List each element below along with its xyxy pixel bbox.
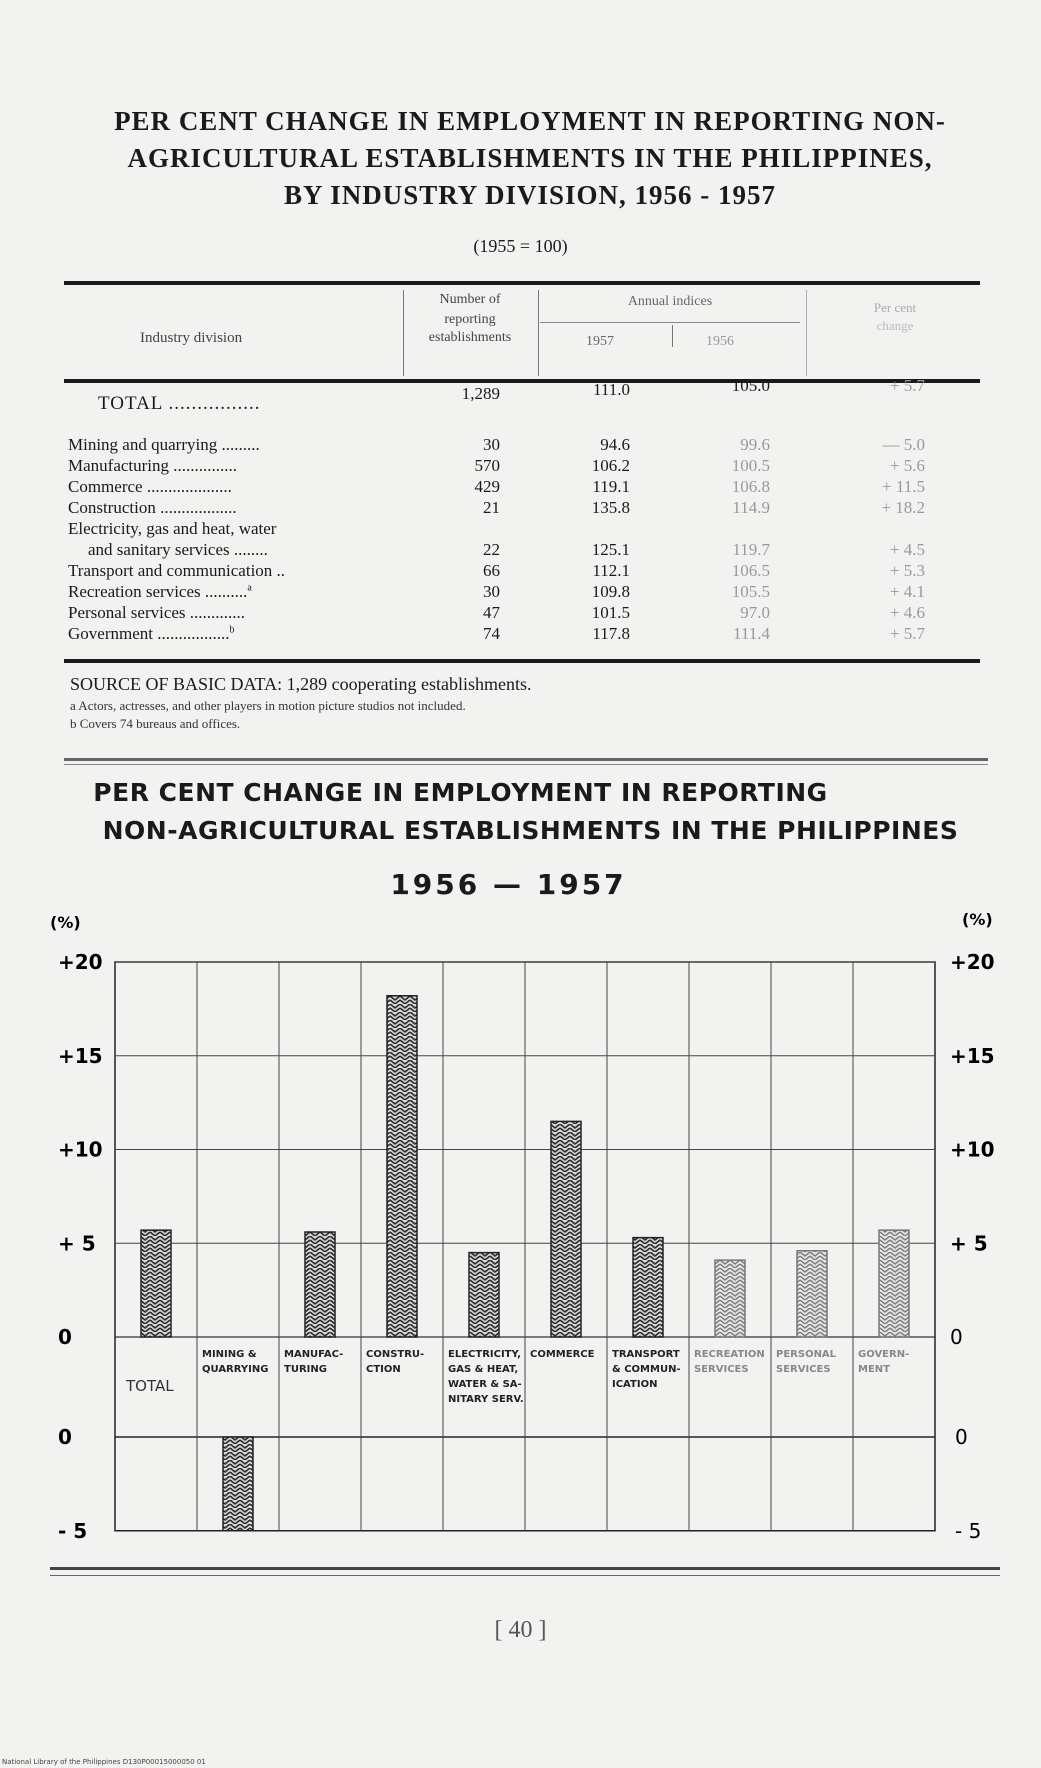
table-row-1956: 106.5 bbox=[731, 561, 770, 580]
bar bbox=[797, 1251, 827, 1337]
table-title-line-2: AGRICULTURAL ESTABLISHMENTS IN THE PHILIPPINES, bbox=[127, 143, 933, 173]
y-tick-label-left: 0 bbox=[58, 1325, 72, 1349]
bar bbox=[387, 996, 417, 1337]
chart-title-line-1: PER CENT CHANGE IN EMPLOYMENT IN REPORTING bbox=[93, 778, 828, 807]
y-axis-label-right: (%) bbox=[962, 910, 993, 929]
table-row-number: 21 bbox=[483, 498, 500, 517]
category-label: MINING & bbox=[202, 1349, 257, 1360]
table-row-1957: 101.5 bbox=[591, 603, 630, 622]
table-row-1956: 105.5 bbox=[731, 582, 770, 601]
header-divider-1 bbox=[403, 290, 404, 376]
table-row-pct: + 4.6 bbox=[889, 603, 925, 622]
table-row-number: 429 bbox=[474, 477, 500, 496]
table-row-1956: 114.9 bbox=[732, 498, 770, 517]
bar bbox=[223, 1437, 253, 1531]
category-label: SERVICES bbox=[694, 1364, 749, 1375]
page-number: [ 40 ] bbox=[494, 1617, 547, 1643]
y-tick-label-right: +15 bbox=[950, 1043, 995, 1068]
table-row-label: Electricity, gas and heat, water bbox=[68, 519, 277, 538]
table-row-1957: 94.6 bbox=[600, 435, 630, 454]
table-row-number: 30 bbox=[483, 582, 500, 601]
section-divider-2 bbox=[64, 764, 988, 765]
table-row-label: Recreation services ..........$^a$ bbox=[68, 582, 252, 601]
table-row-1957: 117.8 bbox=[592, 624, 630, 643]
bar bbox=[469, 1253, 499, 1337]
table-row-1957: 112.1 bbox=[592, 561, 630, 580]
category-label: NITARY SERV. bbox=[448, 1394, 524, 1405]
archive-credit: National Library of the Philippines D130P00015000050 01 bbox=[2, 1758, 206, 1766]
table-row-number: 22 bbox=[483, 540, 500, 559]
header-number-2: reporting bbox=[444, 312, 496, 327]
y-tick-label-left: +10 bbox=[58, 1137, 103, 1162]
table-row-pct: + 5.6 bbox=[889, 456, 925, 475]
y-axis-label-left: (%) bbox=[50, 913, 81, 932]
bar bbox=[879, 1230, 909, 1337]
y-tick-label-right: +10 bbox=[950, 1137, 995, 1162]
y-tick-label-left: +20 bbox=[58, 950, 103, 974]
table-row-pct: + 4.1 bbox=[889, 582, 925, 601]
category-label: GAS & HEAT, bbox=[448, 1364, 519, 1375]
table-row-number: 570 bbox=[474, 456, 500, 475]
header-pct-2: change bbox=[876, 318, 914, 333]
y-tick-label-left: 0 bbox=[58, 1425, 72, 1449]
header-divider-3 bbox=[672, 325, 673, 347]
total-number: 1,289 bbox=[461, 384, 500, 403]
section-divider-1 bbox=[64, 758, 988, 761]
category-label: COMMERCE bbox=[530, 1349, 595, 1360]
header-1957: 1957 bbox=[586, 334, 614, 349]
table-row-label: Commerce .................... bbox=[68, 477, 232, 496]
category-label: PERSONAL bbox=[776, 1349, 837, 1360]
table-top-rule bbox=[64, 281, 980, 285]
header-annual: Annual indices bbox=[627, 294, 713, 309]
total-pct: + 5.7 bbox=[889, 376, 925, 395]
table-row-label: Construction .................. bbox=[68, 498, 237, 517]
footnote-a: a Actors, actresses, and other players in motion picture studios not included. bbox=[70, 698, 466, 713]
base-note: (1955 = 100) bbox=[473, 236, 568, 256]
table-row-1956: 106.8 bbox=[731, 477, 770, 496]
category-label: GOVERN- bbox=[858, 1349, 910, 1360]
table-row-pct: + 4.5 bbox=[889, 540, 925, 559]
category-label: ELECTRICITY, bbox=[448, 1349, 521, 1360]
table-row-number: 74 bbox=[483, 624, 500, 643]
category-label: CONSTRU- bbox=[366, 1349, 425, 1360]
chart-title-line-3: 1956 — 1957 bbox=[390, 868, 627, 901]
total-1957: 111.0 bbox=[593, 380, 630, 399]
table-bottom-rule bbox=[64, 659, 980, 663]
table-row-1957: 119.1 bbox=[592, 477, 630, 496]
y-tick-label-right: 0 bbox=[955, 1425, 968, 1449]
table-row-label: Transport and communication .. bbox=[68, 561, 286, 580]
source-note: SOURCE OF BASIC DATA: 1,289 cooperating establishments. bbox=[70, 674, 532, 694]
footnote-marker: a bbox=[247, 582, 252, 594]
bar bbox=[715, 1260, 745, 1337]
table-row-label: Personal services ............. bbox=[68, 603, 246, 622]
chart-title-line-2: NON-AGRICULTURAL ESTABLISHMENTS IN THE PHILIPPINES bbox=[102, 816, 959, 845]
table-row-pct: + 11.5 bbox=[882, 477, 925, 496]
table-row-label: and sanitary services ........ bbox=[88, 540, 268, 559]
table-row-pct: + 5.3 bbox=[889, 561, 925, 580]
total-label: TOTAL ................ bbox=[98, 393, 261, 414]
header-pct-1: Per cent bbox=[873, 300, 917, 315]
table-row-number: 47 bbox=[483, 603, 500, 622]
table-row-1956: 97.0 bbox=[740, 603, 770, 622]
y-tick-label-right: + 5 bbox=[950, 1231, 988, 1256]
table-row-pct: + 5.7 bbox=[889, 624, 925, 643]
table-row-1956: 119.7 bbox=[732, 540, 770, 559]
table-row-1956: 100.5 bbox=[731, 456, 770, 475]
bar bbox=[551, 1121, 581, 1337]
table-row-number: 30 bbox=[483, 435, 500, 454]
bottom-rule-1 bbox=[50, 1567, 1000, 1570]
y-tick-label-right: +20 bbox=[950, 950, 995, 974]
table-row-1956: 111.4 bbox=[733, 624, 770, 643]
category-label: MENT bbox=[858, 1364, 890, 1375]
y-tick-label-right: 0 bbox=[950, 1325, 963, 1349]
table-row-1957: 125.1 bbox=[591, 540, 630, 559]
table-row-pct: — 5.0 bbox=[882, 435, 925, 454]
bar bbox=[141, 1230, 171, 1337]
category-label: RECREATION bbox=[694, 1349, 765, 1360]
bar bbox=[305, 1232, 335, 1337]
header-annual-rule bbox=[540, 322, 800, 323]
table-row-label: Manufacturing ............... bbox=[68, 456, 238, 475]
footnote-marker: b bbox=[229, 624, 235, 636]
y-tick-label-right: - 5 bbox=[955, 1518, 982, 1543]
header-number-1: Number of bbox=[439, 292, 501, 307]
table-row-1957: 109.8 bbox=[591, 582, 630, 601]
header-number-3: establishments bbox=[428, 330, 512, 345]
footnote-b: b Covers 74 bureaus and offices. bbox=[70, 716, 241, 731]
bottom-rule-2 bbox=[50, 1575, 1000, 1576]
header-industry: Industry division bbox=[140, 330, 243, 346]
category-label: TOTAL bbox=[126, 1377, 174, 1395]
category-label: QUARRYING bbox=[202, 1364, 269, 1375]
y-tick-label-left: + 5 bbox=[58, 1231, 96, 1256]
table-row-1957: 135.8 bbox=[591, 498, 630, 517]
category-label: & COMMUN- bbox=[612, 1364, 681, 1375]
table-row-label: Government .................$^b$ bbox=[68, 624, 235, 643]
table-row-1956: 99.6 bbox=[740, 435, 770, 454]
category-label: SERVICES bbox=[776, 1364, 831, 1375]
category-label: MANUFAC- bbox=[284, 1349, 344, 1360]
y-tick-label-left: - 5 bbox=[58, 1518, 88, 1543]
category-label: WATER & SA- bbox=[448, 1379, 522, 1390]
category-label: ICATION bbox=[612, 1379, 658, 1390]
category-label: TRANSPORT bbox=[612, 1349, 680, 1360]
header-1956: 1956 bbox=[706, 334, 734, 349]
bar bbox=[633, 1238, 663, 1337]
category-label: TURING bbox=[284, 1364, 327, 1375]
table-title-line-3: BY INDUSTRY DIVISION, 1956 - 1957 bbox=[283, 180, 777, 210]
header-divider-2 bbox=[538, 290, 539, 376]
total-1956: 105.0 bbox=[731, 376, 770, 395]
y-tick-label-left: +15 bbox=[58, 1043, 103, 1068]
category-label: CTION bbox=[366, 1364, 401, 1375]
table-title-line-1: PER CENT CHANGE IN EMPLOYMENT IN REPORTING NON- bbox=[114, 106, 946, 136]
header-divider-4 bbox=[806, 290, 807, 376]
table-row-pct: + 18.2 bbox=[881, 498, 925, 517]
bar-chart bbox=[0, 900, 1041, 1560]
table-row-1957: 106.2 bbox=[591, 456, 630, 475]
table-row-number: 66 bbox=[483, 561, 500, 580]
table-row-label: Mining and quarrying ......... bbox=[68, 435, 260, 454]
